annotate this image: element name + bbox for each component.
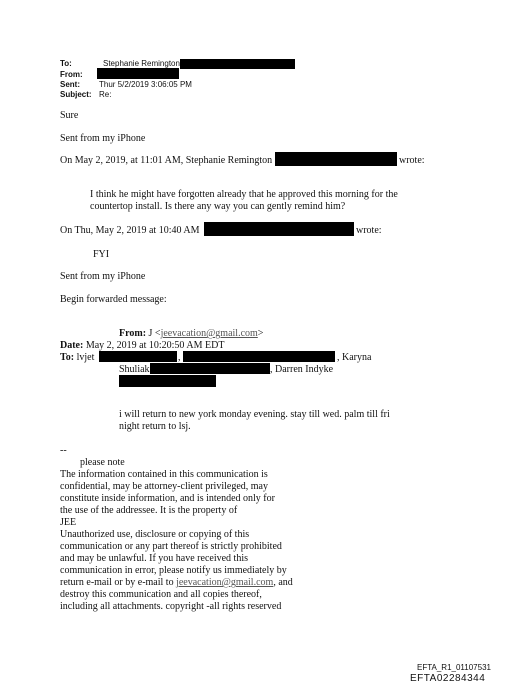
fwd-to-label: To: — [60, 352, 75, 363]
subject-label: Subject: — [60, 90, 92, 99]
signature-1: Sent from my iPhone — [60, 133, 146, 144]
disclaimer-line: the use of the addressee. It is the property of — [60, 505, 238, 516]
footer-code-2: EFTA02284344 — [410, 673, 486, 684]
quote2-intro: On Thu, May 2, 2019 at 10:40 AM — [60, 225, 200, 236]
disclaimer-line: communication or any part thereof is strictly prohibited — [60, 541, 282, 552]
disclaimer-line: Unauthorized use, disclosure or copying of this — [60, 529, 250, 540]
footer-code-1: EFTA_R1_01107531 — [417, 663, 491, 672]
fwd-from-line — [119, 328, 263, 339]
sent-value: Thur 5/2/2019 3:06:05 PM — [99, 80, 192, 89]
reply-text: Sure — [60, 110, 79, 121]
fwd-to-value-1: lvjet — [76, 352, 95, 363]
fwd-msg-line1: i will return to new york monday evening. stay till wed. palm till fri — [119, 409, 390, 420]
fwd-from-label: From: — [119, 328, 147, 339]
fwd-to-comma: , — [178, 352, 181, 363]
redaction-to-3 — [150, 363, 270, 374]
disclaimer-line: JEE — [60, 517, 77, 528]
fwd-to-line — [60, 352, 94, 363]
fwd-from-email[interactable]: jeevacation@gmail.com — [160, 328, 258, 339]
disclaimer-line: communication in error, please notify us immediately by — [60, 565, 287, 576]
fwd-from-prefix: J < — [148, 328, 161, 339]
redaction-quote1 — [275, 152, 397, 166]
redaction-to-2 — [183, 351, 335, 362]
to-label: To: — [60, 59, 72, 68]
fwd-to-shuliak: Shuliak — [119, 364, 150, 375]
quote1-intro: On May 2, 2019, at 11:01 AM, Stephanie Remington — [60, 155, 273, 166]
redaction-to — [180, 59, 295, 69]
disclaimer-line: constitute inside information, and is intended only for — [60, 493, 275, 504]
from-label: From: — [60, 70, 83, 79]
sig-dashes: -- — [60, 445, 67, 456]
quote2-wrote: wrote: — [356, 225, 382, 236]
redaction-from — [97, 68, 179, 79]
fwd-from-suffix: > — [257, 328, 264, 339]
quote1-line2: countertop install. Is there any way you can gently remind him? — [90, 201, 346, 212]
disclaimer-email-suffix: , and — [273, 577, 293, 588]
fwd-date-label: Date: — [60, 340, 84, 351]
disclaimer-final-2: including all attachments. copyright -all rights reserved — [60, 601, 282, 612]
quote1-wrote: wrote: — [399, 155, 425, 166]
disclaimer-final-1: destroy this communication and all copies thereof, — [60, 589, 262, 600]
subject-value: Re: — [99, 90, 112, 99]
fwd-date-line — [60, 340, 224, 351]
disclaimer-line: The information contained in this communication is — [60, 469, 268, 480]
please-note: please note — [80, 457, 125, 468]
redaction-to-4 — [119, 375, 216, 387]
redaction-quote2 — [204, 222, 354, 236]
fwd-to-darren: , Darren Indyke — [270, 364, 334, 375]
sent-label: Sent: — [60, 80, 80, 89]
fwd-date-value: May 2, 2019 at 10:20:50 AM EDT — [85, 340, 225, 351]
disclaimer-line: confidential, may be attorney-client privileged, may — [60, 481, 268, 492]
disclaimer-email-prefix: return e-mail or by e-mail to — [60, 577, 177, 588]
fwd-to-karyna: , Karyna — [337, 352, 372, 363]
disclaimer-email-line — [60, 577, 293, 588]
redaction-to-1 — [99, 351, 177, 362]
quote1-line1: I think he might have forgotten already that he approved this morning for the — [90, 189, 398, 200]
disclaimer-line: and may be unlawful. If you have received this — [60, 553, 248, 564]
to-value: Stephanie Remington — [103, 59, 180, 68]
fwd-msg-line2: night return to lsj. — [119, 421, 191, 432]
disclaimer-email-link[interactable]: jeevacation@gmail.com — [176, 577, 274, 588]
signature-2: Sent from my iPhone — [60, 271, 146, 282]
forwarded-heading: Begin forwarded message: — [60, 294, 167, 305]
fyi-text: FYI — [93, 249, 110, 260]
